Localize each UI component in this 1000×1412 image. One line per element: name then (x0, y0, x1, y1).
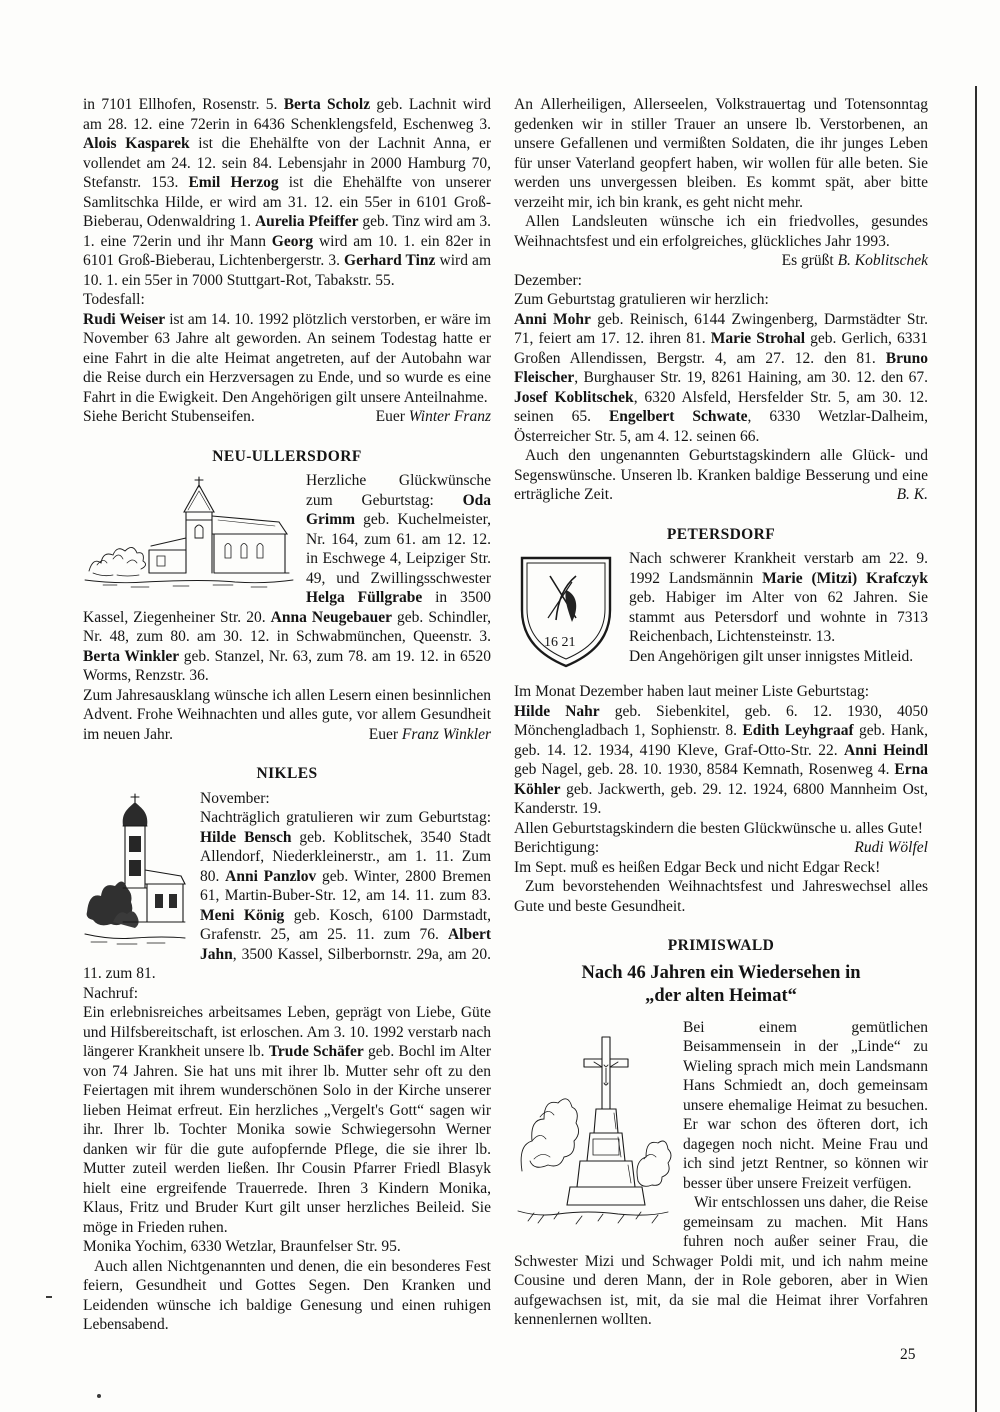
section-primiswald (514, 936, 928, 1330)
month-label: November: (200, 789, 270, 807)
birthday-paragraph: Nachträglich gratulieren wir zum Geburtstag: Hilde Bensch geb. Koblitschek, 3540 Stadt Allendorf, Niederkleinerstr., am 1. 11. Zum 80. Anni Panzlov geb. Winter, 2800 Bremen 61, Martin-Buber-Str. 12, am 14. 11. zum 83. Meni König geb. Kosch, 6100 Darmstadt, Grafenstr. 25, am 25. 11. zum 76. Albert Jahn, 3500 Kassel, Silberbornstr. 29a, am 20. 11. zum 81. (83, 809, 492, 982)
article-paragraph: Bei einem gemütlichen Beisammensein in der „Linde“ zu Wieling sprach mich mein Landsmann Hans Schmiedt an, doch gemeinsam unsere ehemalige Heimat zu besuchen. Er war schon des öfteren dort, ich dagegen noch nicht. Meine Frau und ich sind jetzt Rentner, so können wir besser über unsere Freizeit verfügen. (683, 1018, 928, 1192)
berichtigung-text: Im Sept. muß es heißen Edgar Beck und nicht Edgar Reck! (514, 858, 881, 876)
closing-text: Zum Jahresausklang wünsche ich allen Lesern einen besinnlichen Advent. Frohe Weihnachten und alles gute, vor allem Gesundheit im neuen Jahr. (83, 686, 491, 743)
section-body (83, 789, 491, 984)
dezember-label: Dezember: (514, 271, 582, 289)
section-neu-ullersdorf (83, 447, 491, 745)
section-petersdorf (514, 525, 928, 683)
section-body (514, 549, 928, 666)
birthday-paragraph: Anni Mohr geb. Reinisch, 6144 Zwingenberg, Darmstädter Str. 71, feiert am 17. 12. ihren 81. Marie Strohal geb. Gerlich, 6331 Großen Allendissen, Bergstr. 4, am 27. 12. den 81. Bruno Fleischer, Burghauser Str. 19, 8261 Haining, am 30. 12. den 67. Josef Koblitschek, 6320 Alsfeld, Hersfelder Str. 5, am 30. 12. seinen 65. Engelbert Schwate, 6330 Wetzlar-Dalheim, Österreicher Str. 5, am 4. 12. seinen 66. (514, 310, 928, 445)
scan-edge-line (975, 86, 977, 1412)
obituary-paragraph: Rudi Weiser ist am 14. 10. 1992 plötzlich verstorben, er wäre im November 63 Jahre alt geworden. An seinem Todestag hatte er eine Fahrt in die alte Heimat angetreten, auf der Autobahn war die Reise durch ein Herzversagen zu Ende, und so wurde es eine Fahrt in die Ewigkeit. Den Angehörigen gilt unsere Anteilnahme. (83, 310, 491, 406)
signature: B. K. (896, 486, 928, 503)
condolence-paragraph: Den Angehörigen gilt unser innigstes Mitleid. (629, 647, 914, 665)
gratulation-intro: Zum Geburtstag gratulieren wir herzlich: (514, 291, 769, 308)
wishes-paragraph: Allen Landsleuten wünsche ich ein friedvolles, gesundes Weihnachtsfest und ein erfolgreiches, glückliches Jahr 1993. (514, 213, 928, 250)
berichtigung-label: Berichtigung: (514, 839, 600, 856)
section-heading: PRIMISWALD (667, 937, 775, 954)
ungenannte-text: Auch den ungenannten Geburtstagskindern alle Glück- und Segenswünsche. Unseren lb. Kranken baldige Besserung und eine erträgliche Zeit. (514, 447, 928, 503)
memorial-cross-illustration (514, 1021, 672, 1239)
coat-of-arms-petersdorf (514, 552, 618, 680)
birthday-paragraph: Herzliche Glückwünsche zum Geburtstag: Oda Grimm geb. Kuchelmeister, Nr. 164, zum 61. am 12. 12. in Eschwege 4, Leipziger Str. 49, und Zwillingsschwester Helga Füllgrabe in 3500 Kassel, Ziegenheiner Str. 20. Anna Neugebauer geb. Schindler, Nr. 48, zum 80. am 30. 12. in Schwabmünchen, Queenstr. 3. Berta Winkler geb. Stanzel, Nr. 63, zum 78. am 19. 12. in 6520 Worms, Renzstr. 36. (83, 472, 491, 684)
section-body (83, 471, 491, 744)
article-title (514, 962, 928, 1008)
birthday-list-paragraph: Hilde Nahr geb. Siebenkitel, geb. 6. 12. 1930, 4050 Mönchengladbach 1, Sophienstr. 8. Edith Leyhgraaf geb. Hank, geb. 14. 12. 1934, 4190 Kleve, Graf-Otto-Str. 22. Anni Heindl geb Nagel, geb. 28. 10. 1930, 8584 Kemnath, Rosenweg 4. Erna Köhler geb. Jackwerth, geb. 29. 12. 1924, 6800 Mannheim Ost, Kanderstr. 19. (514, 702, 928, 817)
page-number: 25 (900, 1346, 916, 1363)
scan-speck (97, 1394, 101, 1398)
birthday-continuation-paragraph: in 7101 Ellhofen, Rosenstr. 5. Berta Scholz geb. Lachnit wird am 28. 12. eine 72erin in 6436 Schenklengsfeld, Eschenweg 3. Alois Kasparek ist die Ehehälfte von der Lachnit Anna, er vollendet am 24. 12. sein 84. Lebensjahr in 2000 Hamburg 70, Stefanstr. 153. Emil Herzog ist die Ehehälfte von unserer Samlitschka Hilde, er wird am 31. 12. ein 55er in 6101 Groß-Bieberau, Odenwaldring 1. Aurelia Pfeiffer geb. Tinz wird am 3. 1. eine 72erin und ihr Mann Georg wird am 10. 1. ein 82er in 6101 Groß-Bieberau, Lichtenbergerstr. 3. Gerhard Tinz wird am 10. 1. ein 55er in 7000 Stuttgart-Rot, Tabakstr. 55. (83, 96, 492, 289)
section-heading: PETERSDORF (666, 525, 776, 543)
signature-line: Es grüßt B. Koblitschek (781, 252, 928, 269)
closing-paragraph (83, 686, 491, 745)
article-title-line1: Nach 46 Jahren ein Wiedersehen in (581, 962, 861, 983)
article-paragraph: Wir entschlossen uns daher, die Reise gemeinsam zu machen. Mit Hans fuhren noch außer seiner Frau, die Schwester Mizi und Schwager Poldi mit, und ich nahm meine Cousine und deren Mann, der in Role geboren, aber in Wien aufgewachsen ist, mit, da sie mal die Heimat ihrer Vorfahren kennenlernen wollten. (514, 1194, 928, 1328)
nachruf-paragraph: Ein erlebnisreiches arbeitsames Leben, geprägt von Liebe, Güte und Hilfsbereitschaft, ist erloschen. Am 3. 10. 1992 verstarb nach längerer Krankheit unsere lb. Trude Schäfer geb. Bochl im Alter von 74 Jahren. Sie hat uns mit ihrer lb. Mutter sehr oft zu den Feiertagen mit ihrem wunderschönen Solo in der Kirche unserer lieben Heimat erfreut. Ein herzliches „Vergelt's Gott“ sagen wir ihr. Ihrer lb. Tochter Monika sowie Schwiegersohn Werner danken wir für die gute aufopfernde Pflege, die sie ihrer lb. Mutter zuteil werden ließen. Ihr Cousin Pfarrer Friedl Blasyk hielt eine ergreifende Trauerrede. Ihren 3 Kindern Monika, Klaus, Fritz und Bruder Kurt gilt unser herzliches Beileid. Sie möge in Frieden ruhen. (83, 1004, 491, 1236)
obituary-paragraph: Nach schwerer Krankheit verstarb am 22. 9. 1992 Landsmännin Marie (Mitzi) Krafczyk geb. Habiger im Alter von 62 Jahren. Sie stammt aus Petersdorf und wohnte in 7313 Reichenbach, Lichtensteinstr. 13. (629, 550, 928, 645)
right-column (514, 95, 928, 1335)
section-body (514, 1018, 928, 1330)
two-column-layout (83, 95, 928, 1335)
obituary-note-line (83, 407, 491, 427)
scan-speck (46, 1296, 52, 1298)
shield-year-label: 16 21 (544, 635, 576, 650)
ungenannte-paragraph (514, 446, 928, 505)
church-illustration-nikles (83, 792, 189, 949)
signature: Rudi Wölfel (854, 839, 928, 856)
weihnachten-paragraph: Zum bevorstehenden Weihnachtsfest und Jahreswechsel alles Gute und beste Gesundheit. (514, 878, 928, 915)
obituary-note: Siehe Bericht Stubenseifen. (83, 408, 255, 425)
section-heading: NIKLES (256, 765, 318, 782)
signature: Euer Winter Franz (375, 408, 491, 425)
nachruf-label: Nachruf: (83, 984, 139, 1002)
article-title-line2: „der alten Heimat“ (645, 985, 797, 1006)
section-heading: NEU-ULLERSDORF (212, 447, 362, 465)
memorial-paragraph: An Allerheiligen, Allerseelen, Volkstrauertag und Totensonntag gedenken wir in stiller Trauer an unsere lb. Verstorbenen, an unsere Gefallenen und vermißten Soldaten, die ihr junges Leben für unser Vaterland geopfert haben, wir wollen für alle beten. Sie werden uns unvergessen bleiben. Es kommt spät, aber bitte verzeiht mir, ich bin krank, es geht nicht mehr. (514, 96, 928, 211)
nachruf-address: Monika Yochim, 6330 Wetzlar, Braunfelser Str. 95. (83, 1238, 401, 1255)
section-nikles (83, 764, 491, 984)
closing-text: Allen Geburtstagskindern die besten Glückwünsche u. alles Gute! (514, 819, 923, 837)
signature: Euer Franz Winkler (368, 725, 491, 743)
liste-intro: Im Monat Dezember haben laut meiner Liste Geburtstag: (514, 683, 870, 700)
church-illustration-neu-ullersdorf (83, 474, 295, 594)
closing-paragraph: Auch allen Nichtgenannten und denen, die ein besonderes Fest feiern, Gesundheit und Gottes Segen. Den Kranken und Leidenden wünsche ich baldige Genesung und einen ruhigen Lebensabend. (83, 1257, 491, 1333)
todesfall-label: Todesfall: (83, 291, 145, 308)
left-column (83, 95, 491, 1335)
